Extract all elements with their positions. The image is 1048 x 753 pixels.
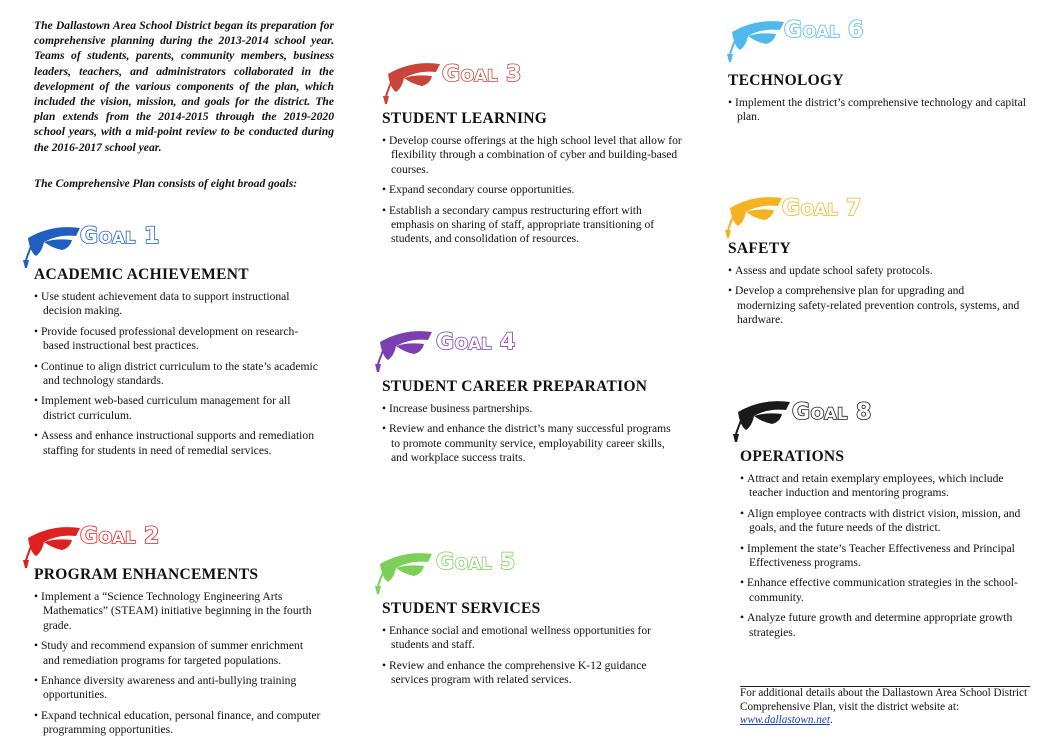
intro-subtitle: The Comprehensive Plan consists of eight broad goals:: [34, 177, 298, 190]
goal-2-item: • Study and recommend expansion of summer enrichment and remediation programs for targeted populations.: [34, 639, 322, 668]
goal-8-item: • Implement the state’s Teacher Effectiveness and Principal Effectiveness programs.: [740, 542, 1032, 571]
goal-5: [374, 548, 679, 694]
goal-2-title: PROGRAM ENHANCEMENTS: [34, 566, 259, 583]
goal-1-items: [34, 290, 322, 458]
goal-4-label: GOAL 4: [436, 330, 516, 355]
goal-7: [724, 192, 1024, 334]
goal-5-header: [374, 548, 679, 600]
goal-3-item: • Establish a secondary campus restructuring effort with emphasis on sharing of staff, appropriate transitioning of students, and consolidation of resources.: [382, 204, 682, 247]
goal-7-items: [728, 264, 1024, 328]
goal-2-items: [34, 590, 322, 738]
goal-2-item: • Expand technical education, personal finance, and computer programming opportunities.: [34, 709, 322, 738]
goal-2: [22, 522, 322, 744]
goal-4-items: [382, 402, 679, 466]
goal-7-title: SAFETY: [728, 240, 791, 257]
goal-6-items: [728, 96, 1026, 125]
goal-7-item: • Develop a comprehensive plan for upgrading and modernizing safety-related prevention controls, systems, and hardware.: [728, 284, 1024, 327]
goal-2-label: GOAL 2: [80, 524, 160, 549]
goal-5-title: STUDENT SERVICES: [382, 600, 541, 617]
goal-1-item: • Continue to align district curriculum to the state’s academic and technology standards.: [34, 360, 322, 389]
goal-6-item: • Implement the district’s comprehensive technology and capital plan.: [728, 96, 1026, 125]
goal-1-item: • Use student achievement data to support instructional decision making.: [34, 290, 322, 319]
goal-4-item: • Increase business partnerships.: [382, 402, 679, 416]
goal-8-header: [732, 396, 1032, 448]
goal-7-label: GOAL 7: [782, 196, 862, 221]
intro-paragraph: The Dallastown Area School District began its preparation for comprehensive planning during the 2013-2014 school year. Teams of students, parents, community members, business leaders, teachers, and administrators collaborated in the development of the various components of the plan, which included the vision, mission, and goals for the district. The plan extends from the 2014-2015 through the 2019-2020 school years, with a mid-point review to be conducted during the 2016-2017 school year.: [34, 19, 334, 154]
goal-3-item: • Expand secondary course opportunities.: [382, 183, 682, 197]
goal-4-item: • Review and enhance the district’s many successful programs to promote community service, employability career skills, and workplace success traits.: [382, 422, 679, 465]
goal-3-item: • Develop course offerings at the high school level that allow for flexibility through a combination of cyber and building-based courses.: [382, 134, 682, 177]
goal-1-header: [22, 222, 322, 266]
goal-5-label: GOAL 5: [436, 550, 516, 575]
goal-7-header: [724, 192, 1024, 240]
goal-3-items: [382, 134, 682, 247]
goal-6-header: [726, 16, 1026, 72]
goal-2-item: • Implement a “Science Technology Engineering Arts Mathematics” (STEAM) initiative beginning in the fourth grade.: [34, 590, 322, 633]
goal-4: [374, 326, 679, 472]
goal-7-item: • Assess and update school safety protocols.: [728, 264, 1024, 278]
goal-3-label: GOAL 3: [442, 62, 522, 87]
goal-6: [726, 16, 1026, 131]
goal-1: [22, 222, 322, 464]
goal-3-header: [382, 58, 682, 110]
goal-8-item: • Enhance effective communication strategies in the school-community.: [740, 576, 1032, 605]
goal-8-item: • Attract and retain exemplary employees, which include teacher induction and mentoring programs.: [740, 472, 1032, 501]
goal-8: [732, 396, 1032, 646]
goal-3-title: STUDENT LEARNING: [382, 110, 548, 127]
footer-period: .: [829, 714, 833, 727]
goal-3: [382, 58, 682, 253]
goal-1-item: • Provide focused professional development on research-based instructional best practices.: [34, 325, 322, 354]
goal-1-label: GOAL 1: [80, 224, 160, 249]
goal-5-item: • Enhance social and emotional wellness opportunities for students and staff.: [382, 624, 679, 653]
goal-8-title: OPERATIONS: [740, 448, 845, 465]
goal-6-label: GOAL 6: [784, 18, 864, 43]
goal-4-title: STUDENT CAREER PREPARATION: [382, 378, 648, 395]
goal-1-item: • Implement web-based curriculum management for all district curriculum.: [34, 394, 322, 423]
footer-note: [740, 686, 1030, 728]
goal-8-items: [740, 472, 1032, 640]
goal-5-items: [382, 624, 679, 688]
footer-text: For additional details about the Dallastown Area School District Comprehensive Plan, visit the district website at:: [740, 687, 1028, 713]
goal-8-label: GOAL 8: [792, 400, 872, 425]
goal-1-item: • Assess and enhance instructional supports and remediation staffing for students in need of remedial services.: [34, 429, 322, 458]
goal-8-item: • Analyze future growth and determine appropriate growth strategies.: [740, 611, 1032, 640]
goal-1-title: ACADEMIC ACHIEVEMENT: [34, 266, 249, 283]
goal-2-header: [22, 522, 322, 566]
district-website-link[interactable]: www.dallastown.net: [740, 714, 830, 727]
goal-2-item: • Enhance diversity awareness and anti-bullying training opportunities.: [34, 674, 322, 703]
goal-8-item: • Align employee contracts with district vision, mission, and goals, and the future needs of the district.: [740, 507, 1032, 536]
goal-4-header: [374, 326, 679, 378]
goal-5-item: • Review and enhance the comprehensive K-12 guidance services program with related services.: [382, 659, 679, 688]
goal-6-title: TECHNOLOGY: [728, 72, 844, 89]
